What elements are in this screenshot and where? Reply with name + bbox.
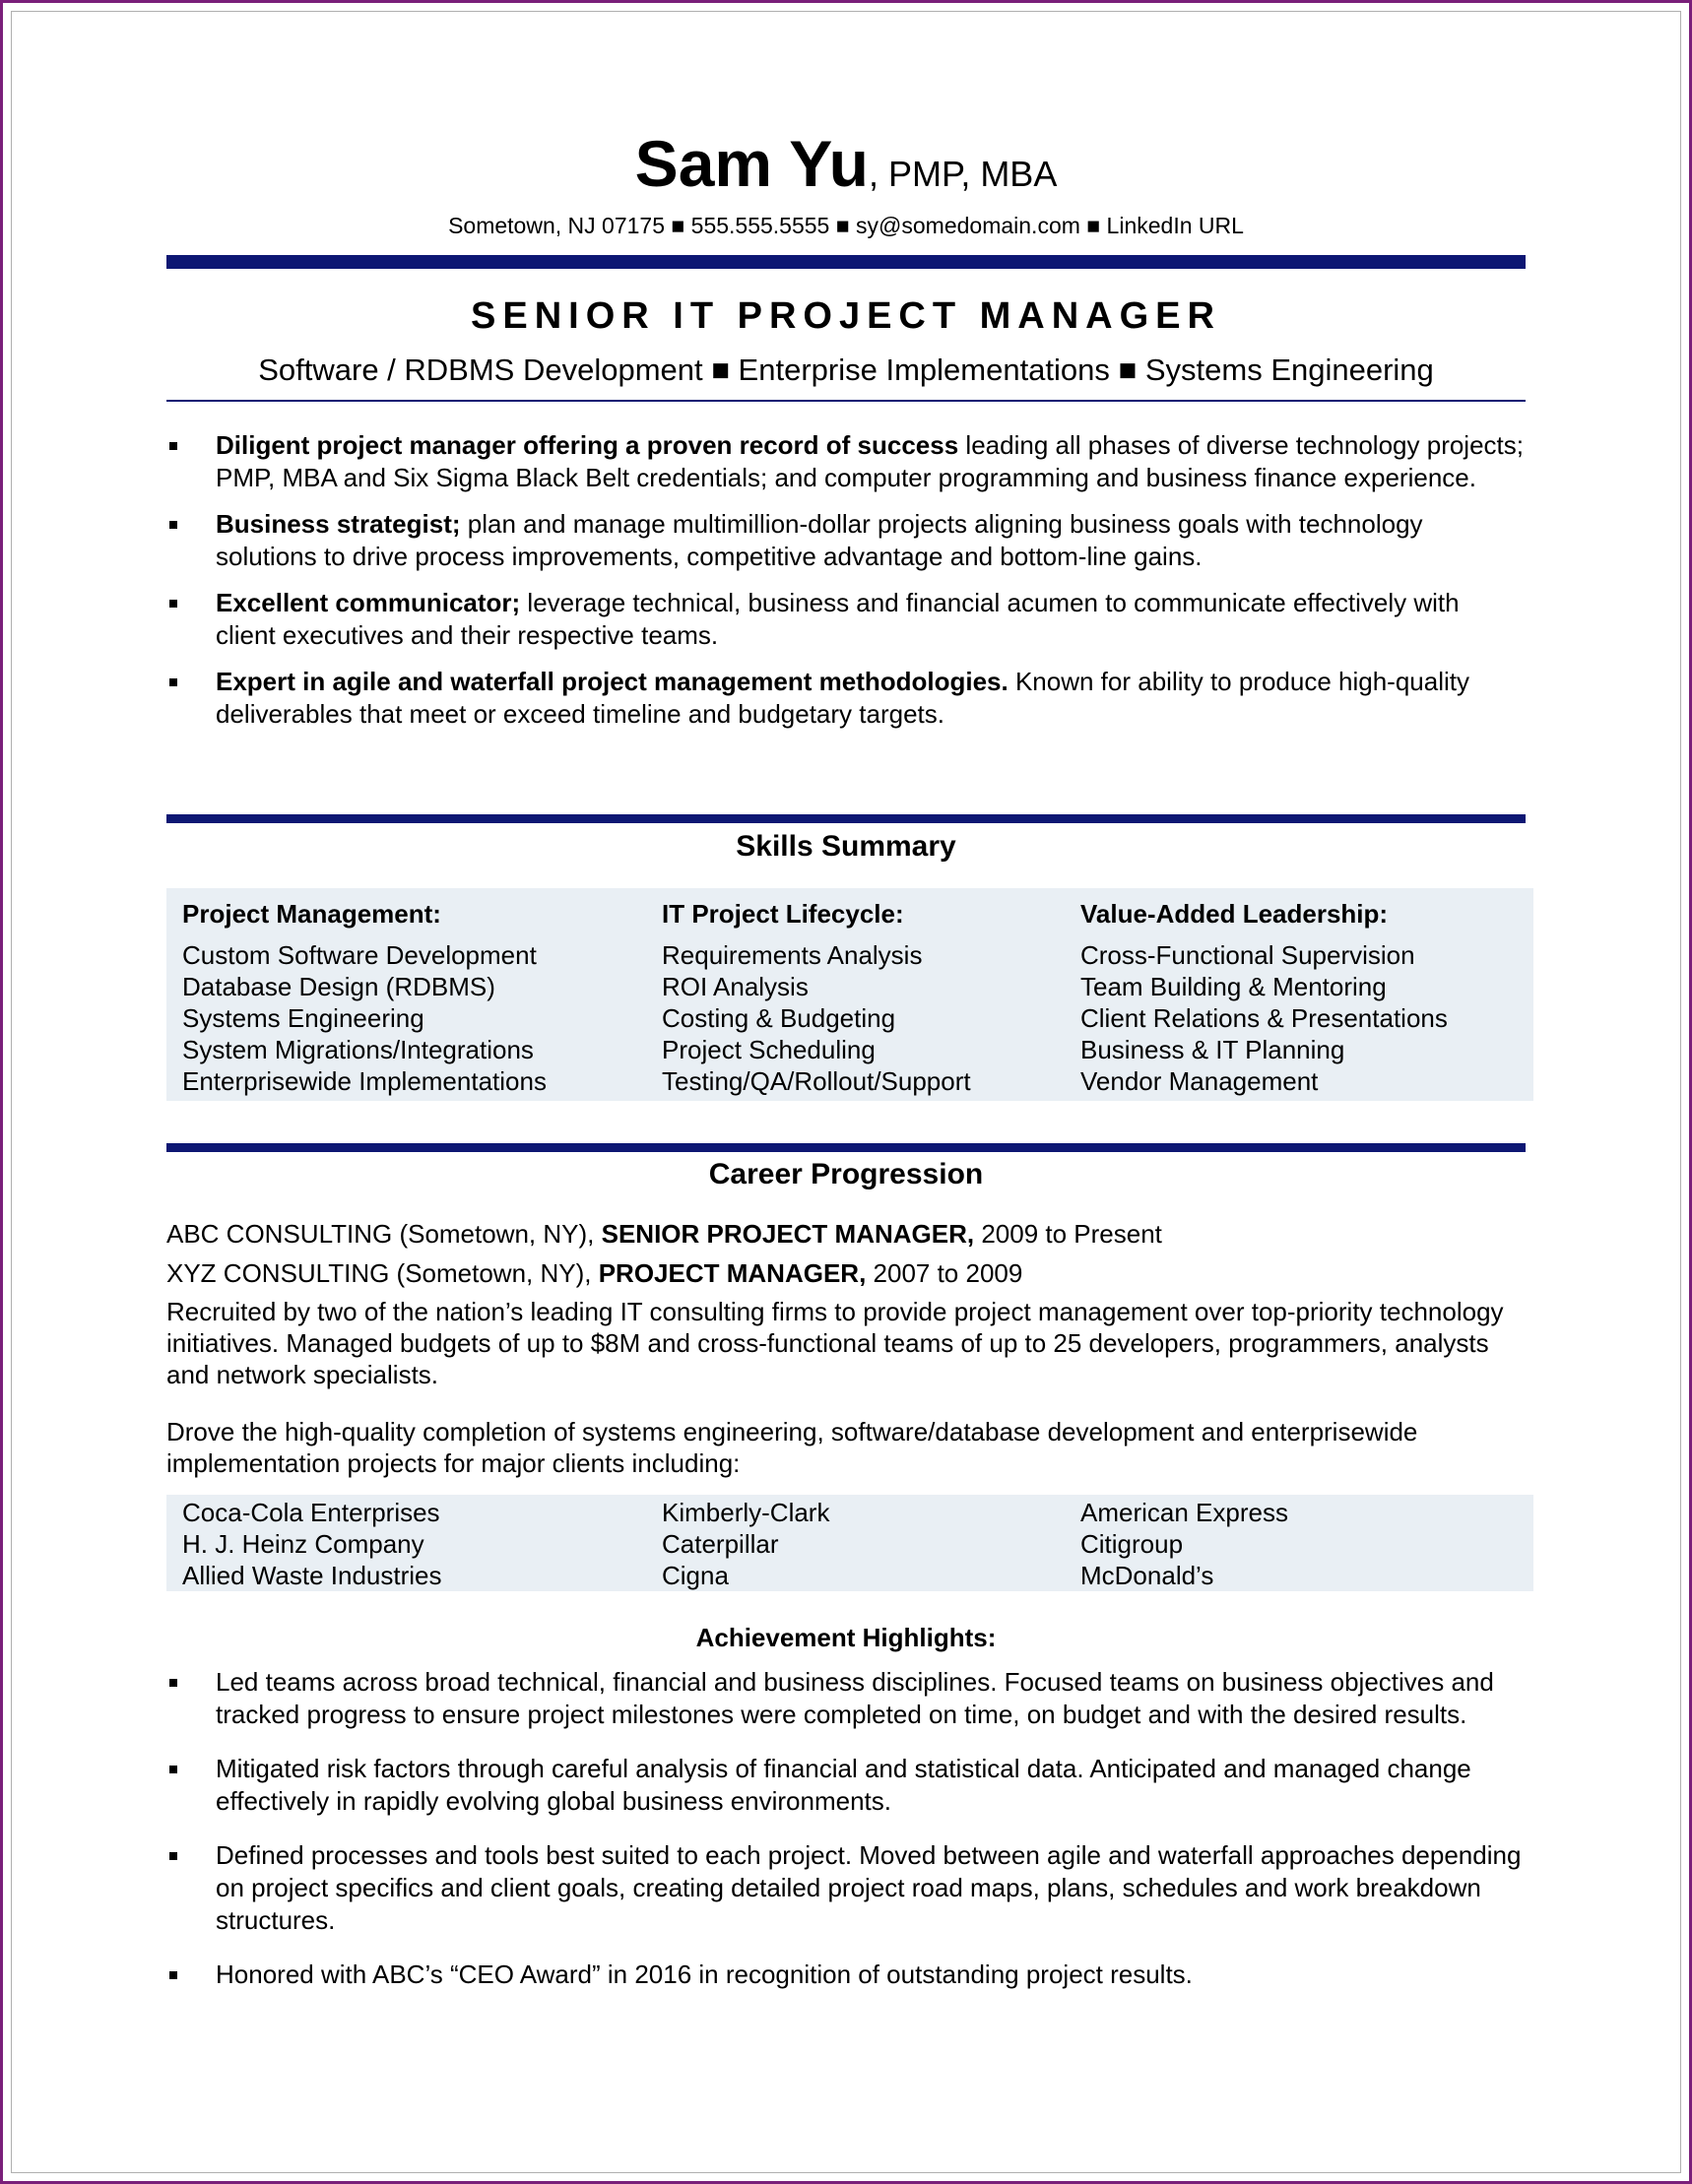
bullet-icon [169, 1971, 177, 1979]
candidate-name: Sam Yu [634, 127, 869, 200]
skills-column [662, 898, 971, 1097]
headline-rule [166, 400, 1526, 402]
summary-item: Business strategist; plan and manage multimillion-dollar projects aligning business goals with technology solutions to drive process improvements, competitive advantage and bottom-line gains. [166, 508, 1526, 573]
clients-table [166, 1495, 1533, 1591]
skill-item: Enterprisewide Implementations [182, 1066, 547, 1096]
skill-item: Database Design (RDBMS) [182, 972, 495, 1001]
skill-item: Team Building & Mentoring [1080, 972, 1387, 1001]
achievement-item: Led teams across broad technical, financial and business disciplines. Focused teams on business objectives and tracked progress to ensure project milestones were completed on time, on budget and with the desired results. [166, 1666, 1526, 1731]
skills-column-title: Value-Added Leadership: [1080, 899, 1389, 929]
client-item: Allied Waste Industries [182, 1561, 442, 1590]
bullet-icon [169, 521, 177, 529]
summary-item: Expert in agile and waterfall project management methodologies. Known for ability to produce high-quality deliverables that meet or exceed timeline and budgetary targets. [166, 666, 1526, 731]
achievement-item: Defined processes and tools best suited to each project. Moved between agile and waterfall approaches depending on project specifics and client goals, creating detailed project road maps, plans, schedules and work breakdown structures. [166, 1839, 1526, 1937]
skills-heading: Skills Summary [736, 830, 956, 863]
skill-item: Project Scheduling [662, 1035, 876, 1064]
skills-divider [166, 814, 1526, 823]
header-divider [166, 255, 1526, 269]
client-item: Caterpillar [662, 1529, 779, 1559]
skill-item: System Migrations/Integrations [182, 1035, 534, 1064]
client-item: McDonald’s [1080, 1561, 1214, 1590]
bullet-icon [169, 442, 177, 450]
skill-item: Costing & Budgeting [662, 1003, 896, 1033]
skill-item: Client Relations & Presentations [1080, 1003, 1448, 1033]
skills-column [1080, 898, 1448, 1097]
skill-item: Vendor Management [1080, 1066, 1319, 1096]
career-heading: Career Progression [708, 1158, 984, 1190]
job-entry: XYZ CONSULTING (Sometown, NY), PROJECT MANAGER, 2007 to 2009 [166, 1258, 1023, 1288]
career-paragraph: Drove the high-quality completion of systems engineering, software/database development and enterprisewide implementation projects for major clients including: [166, 1417, 1418, 1478]
contact-info: Sometown, NJ 07175 ■ 555.555.5555 ■ sy@somedomain.com ■ LinkedIn URL [448, 213, 1244, 238]
achievement-item: Mitigated risk factors through careful analysis of financial and statistical data. Anticipated and managed change effectively in rapidly evolving global business environments. [166, 1753, 1526, 1818]
client-item: American Express [1080, 1498, 1288, 1527]
skill-item: Custom Software Development [182, 940, 537, 970]
summary-list [166, 429, 1526, 744]
summary-item: Diligent project manager offering a proven record of success leading all phases of diverse technology projects; PMP, MBA and Six Sigma Black Belt credentials; and computer programming and business finance experience. [166, 429, 1526, 494]
credentials: , PMP, MBA [868, 154, 1058, 194]
skills-column-title: Project Management: [182, 899, 441, 929]
client-item: Cigna [662, 1561, 729, 1590]
bullet-icon [169, 1679, 177, 1687]
summary-item: Excellent communicator; leverage technical, business and financial acumen to communicate effectively with client executives and their respective teams. [166, 587, 1526, 652]
skill-item: Business & IT Planning [1080, 1035, 1345, 1064]
client-item: Kimberly-Clark [662, 1498, 830, 1527]
client-item: Coca-Cola Enterprises [182, 1498, 440, 1527]
job-entry: ABC CONSULTING (Sometown, NY), SENIOR PROJECT MANAGER, 2009 to Present [166, 1219, 1162, 1249]
name-line [166, 126, 1526, 201]
skill-item: Testing/QA/Rollout/Support [662, 1066, 971, 1096]
skills-column-title: IT Project Lifecycle: [662, 899, 904, 929]
client-item: Citigroup [1080, 1529, 1184, 1559]
skill-item: Systems Engineering [182, 1003, 424, 1033]
career-paragraph: Recruited by two of the nation’s leading IT consulting firms to provide project management over top-priority technology initiatives. Managed budgets of up to $8M and cross-functional teams of up to 25 developers, programmers, analysts and network specialists. [166, 1297, 1504, 1389]
skill-item: Requirements Analysis [662, 940, 923, 970]
headline-title: SENIOR IT PROJECT MANAGER [471, 295, 1221, 337]
skill-item: ROI Analysis [662, 972, 809, 1001]
career-divider [166, 1143, 1526, 1152]
client-item: H. J. Heinz Company [182, 1529, 424, 1559]
bullet-icon [169, 1766, 177, 1773]
achievements-list [166, 1666, 1526, 2005]
achievement-item: Honored with ABC’s “CEO Award” in 2016 in recognition of outstanding project results. [166, 1959, 1526, 1991]
skills-column [182, 898, 547, 1097]
clients-column [1080, 1497, 1288, 1591]
headline-subtitle: Software / RDBMS Development ■ Enterprise Implementations ■ Systems Engineering [258, 353, 1434, 387]
achievements-heading: Achievement Highlights: [695, 1623, 997, 1652]
clients-column [182, 1497, 441, 1591]
bullet-icon [169, 600, 177, 608]
bullet-icon [169, 1852, 177, 1860]
skills-table [166, 888, 1533, 1101]
clients-column [662, 1497, 829, 1591]
bullet-icon [169, 678, 177, 686]
skill-item: Cross-Functional Supervision [1080, 940, 1415, 970]
